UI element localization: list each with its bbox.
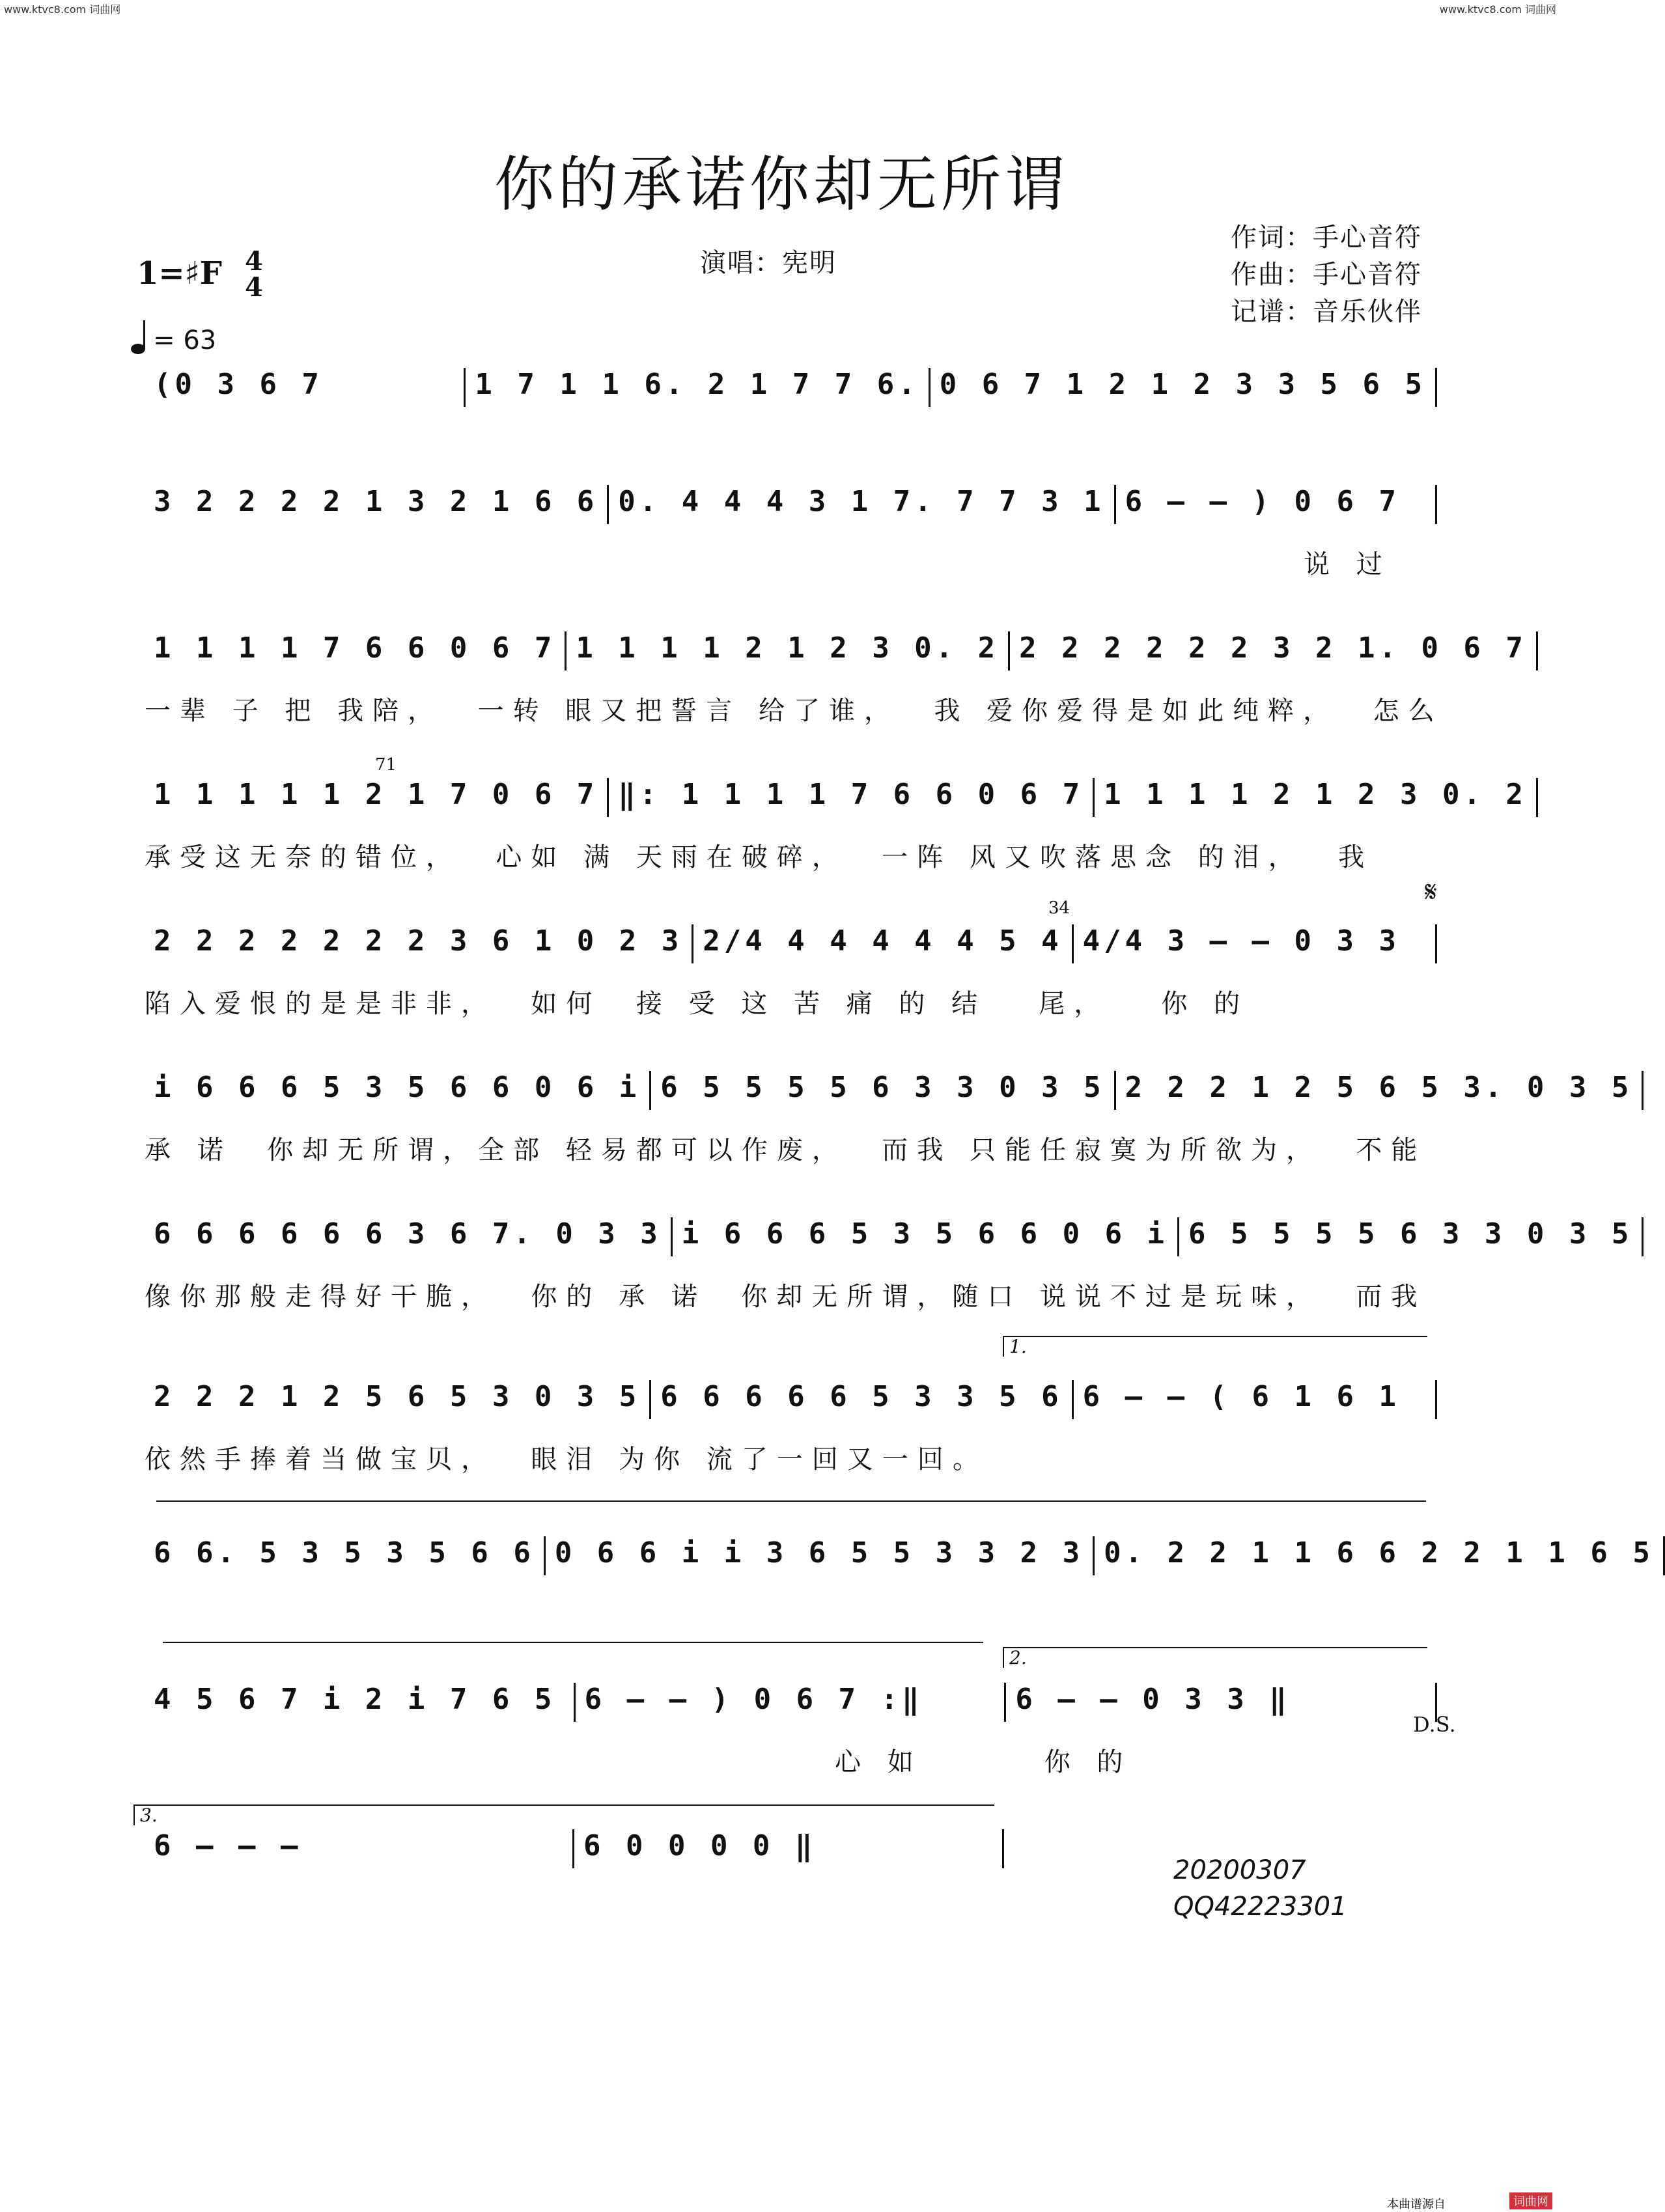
notation-line	[145, 1217, 1633, 1269]
transcriber-credit: 记谱：音乐伙伴	[1231, 297, 1422, 327]
site-tag-right: www.ktvc8.com 词曲网	[1439, 3, 1556, 16]
meter-top: 4	[245, 246, 263, 277]
measure: 6 – – ( 6 1 6 1	[1082, 1380, 1400, 1413]
song-title: 你的承诺你却无所谓	[494, 150, 1069, 219]
notation-line	[145, 1683, 1437, 1735]
notation-system	[145, 485, 1437, 579]
tempo-marking	[130, 319, 216, 355]
measure: 1 1 1 1 2 1 2 3 0. 2	[1104, 778, 1527, 811]
transcriber-qq: QQ42223301	[1173, 1892, 1347, 1922]
ds-marking: D.S.	[1413, 1712, 1456, 1737]
measure: 6 5 5 5 5 6 3 3 0 3 5	[660, 1071, 1105, 1104]
lyrics-line: 心 如 你 的	[835, 1747, 1132, 1777]
measure: 0. 4 4 4 3 1 7. 7 7 3 1	[618, 485, 1105, 518]
segno-sign: 𝄋	[1425, 876, 1437, 909]
source-text: 本曲谱源自	[1387, 2198, 1446, 2211]
measure: 1 7 1 1 6. 2 1 7 7 6.	[475, 368, 919, 401]
lyrics-line: 像你那般走得好干脆， 你的 承 诺 你却无所谓，随口 说说不过是玩味， 而我	[145, 1282, 1427, 1312]
notation-line	[145, 1829, 1004, 1881]
measure: 4/4 3 – – 0 3 3	[1082, 924, 1400, 958]
notation-system	[145, 1071, 1633, 1165]
notation-line	[145, 485, 1437, 537]
grace-note-1: 71	[375, 755, 397, 775]
measure: ‖: 1 1 1 1 7 6 6 0 6 7	[618, 778, 1084, 811]
barline	[1536, 778, 1538, 817]
notation-system	[145, 631, 1527, 726]
notation-system	[145, 924, 1437, 1019]
system-divider	[156, 1500, 1426, 1502]
measure: 6 6. 5 3 5 3 5 6 6	[154, 1536, 535, 1569]
notation-line	[145, 1380, 1437, 1432]
measure: 2 2 2 2 2 2 3 2 1. 0 6 7	[1019, 631, 1527, 665]
volta-2: 2.	[1003, 1647, 1427, 1668]
notation-system	[145, 1683, 1437, 1777]
notation-system	[145, 778, 1527, 872]
lyricist-credit: 作词：手心音符	[1231, 223, 1422, 253]
lyrics-line: 陷入爱恨的是是非非， 如何 接 受 这 苦 痛 的 结 尾， 你 的	[145, 989, 1250, 1019]
lyrics-line: 说 过	[1304, 549, 1392, 579]
barline	[1663, 1536, 1665, 1575]
measure: i 6 6 6 5 3 5 6 6 0 6 i	[681, 1217, 1169, 1251]
barline	[1435, 368, 1437, 407]
transcription-date: 20200307	[1173, 1855, 1306, 1885]
barline	[1642, 1071, 1644, 1110]
notation-line	[145, 924, 1437, 976]
singer-credit: 演唱：宪明	[700, 248, 837, 278]
system-divider	[163, 1642, 983, 1643]
notation-system	[145, 1217, 1633, 1312]
measure: 2/4 4 4 4 4 4 5 4	[703, 924, 1063, 958]
volta-1: 1.	[1003, 1336, 1427, 1357]
measure: 3 2 2 2 2 1 3 2 1 6 6	[154, 485, 598, 518]
measure: 1 1 1 1 1 2 1 7 0 6 7	[154, 778, 598, 811]
composer-credit: 作曲：手心音符	[1231, 260, 1422, 290]
measure: 6 – – ) 0 6 7 :‖	[584, 1683, 923, 1716]
measure: 6 – – ) 0 6 7	[1125, 485, 1400, 518]
notation-line	[145, 368, 1437, 420]
barline	[1536, 631, 1538, 671]
notation-system	[145, 1536, 1654, 1588]
notation-line	[145, 1071, 1633, 1123]
measure: (0 3 6 7	[154, 368, 323, 401]
measure: 6 – – 0 3 3 ‖	[1015, 1683, 1291, 1716]
measure: 2 2 2 2 2 2 2 3 6 1 0 2 3	[154, 924, 683, 958]
volta-3: 3.	[133, 1804, 994, 1825]
notation-system	[145, 368, 1437, 420]
measure: 6 – – –	[154, 1829, 302, 1862]
notation-system	[145, 1380, 1437, 1474]
time-signature	[241, 246, 267, 303]
lyrics-line: 承 诺 你却无所谓，全部 轻易都可以作废， 而我 只能任寂寞为所欲为， 不能	[145, 1135, 1427, 1165]
measure: 1 1 1 1 2 1 2 3 0. 2	[576, 631, 1000, 665]
measure: 0 6 6 i i 3 6 5 5 3 3 2 3	[554, 1536, 1084, 1569]
measure: 2 2 2 1 2 5 6 5 3 0 3 5	[154, 1380, 641, 1413]
measure: 6 6 6 6 6 6 3 6 7. 0 3 3	[154, 1217, 662, 1251]
notation-system	[145, 1829, 1004, 1881]
measure: 4 5 6 7 i 2 i 7 6 5	[154, 1683, 556, 1716]
notation-line	[145, 778, 1527, 830]
brand-badge[interactable]: 词曲网	[1509, 2192, 1552, 2209]
site-tag-left: www.ktvc8.com 词曲网	[4, 3, 121, 16]
key-signature: 1=♯F	[137, 255, 222, 292]
meter-bottom: 4	[245, 272, 263, 303]
barline	[1642, 1217, 1644, 1256]
notation-line	[145, 1536, 1654, 1588]
tempo-value: = 63	[153, 325, 217, 355]
lyrics-line: 依然手捧着当做宝贝， 眼泪 为你 流了一回又一回。	[145, 1445, 988, 1474]
barline	[1435, 924, 1437, 963]
barline	[1435, 1380, 1437, 1419]
measure: 6 0 0 0 0 ‖	[583, 1829, 817, 1862]
measure: 2 2 2 1 2 5 6 5 3. 0 3 5	[1125, 1071, 1633, 1104]
quarter-note-icon	[130, 319, 150, 355]
lyrics-line: 一辈 子 把 我陪， 一转 眼又把誓言 给了谁， 我 爱你爱得是如此纯粹， 怎么	[145, 696, 1444, 726]
measure: i 6 6 6 5 3 5 6 6 0 6 i	[154, 1071, 641, 1104]
barline	[1002, 1829, 1004, 1868]
measure: 1 1 1 1 7 6 6 0 6 7	[154, 631, 556, 665]
barline	[1435, 485, 1437, 524]
measure: 6 5 5 5 5 6 3 3 0 3 5	[1188, 1217, 1633, 1251]
notation-line	[145, 631, 1527, 684]
measure: 6 6 6 6 6 5 3 3 5 6	[660, 1380, 1063, 1413]
lyrics-line: 承受这无奈的错位， 心如 满 天雨在破碎， 一阵 风又吹落思念 的泪， 我	[145, 842, 1374, 872]
grace-note-2: 34	[1048, 898, 1070, 918]
measure: 0 6 7 1 2 1 2 3 3 5 6 5	[939, 368, 1426, 401]
measure: 0. 2 2 1 1 6 6 2 2 1 1 6 5	[1104, 1536, 1654, 1569]
